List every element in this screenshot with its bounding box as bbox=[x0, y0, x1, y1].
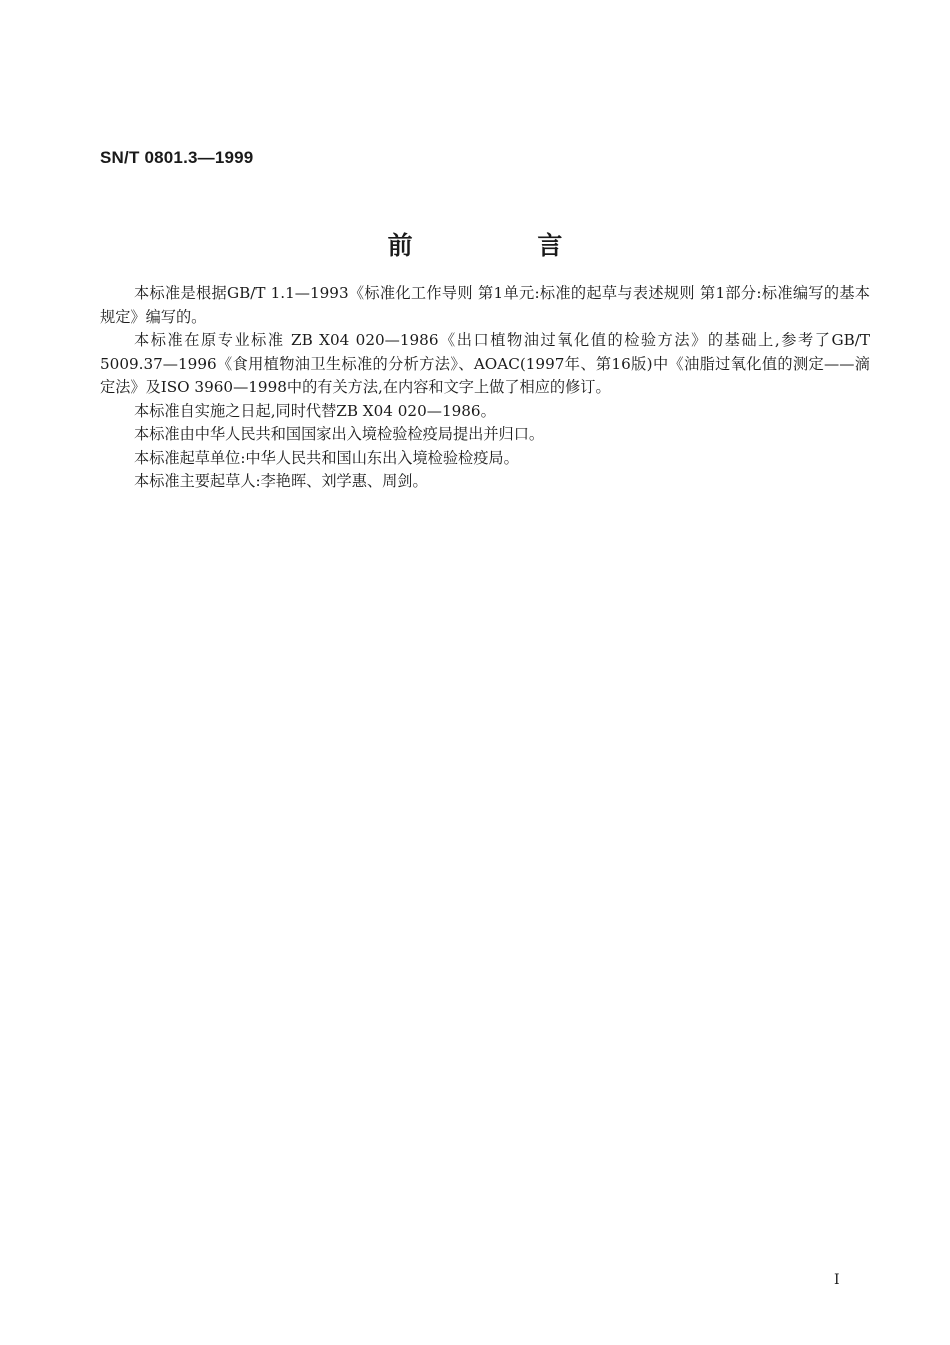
page-number: I bbox=[834, 1272, 840, 1288]
paragraph-basis: 本标准是根据GB/T 1.1—1993《标准化工作导则 第1单元:标准的起草与表述规则 第1部分:标准编写的基本规定》编写的。 bbox=[100, 284, 870, 326]
paragraph-proposer: 本标准由中华人民共和国国家出入境检验检疫局提出并归口。 bbox=[134, 425, 545, 443]
standard-number: SN/T 0801.3—1999 bbox=[100, 148, 254, 167]
paragraph-replacement: 本标准自实施之日起,同时代替ZB X04 020—1986。 bbox=[134, 401, 496, 420]
paragraph-drafters: 本标准主要起草人:李艳晖、刘学惠、周剑。 bbox=[134, 472, 428, 490]
foreword-body bbox=[100, 282, 870, 494]
page-title: 前 言 bbox=[387, 231, 621, 260]
paragraph-drafting-unit: 本标准起草单位:中华人民共和国山东出入境检验检疫局。 bbox=[134, 448, 519, 467]
paragraph-references: 本标准在原专业标准 ZB X04 020—1986《出口植物油过氧化值的检验方法》的基础上,参考了GB/T 5009.37—1996《食用植物油卫生标准的分析方法》、AOAC(1997年、第16版)中《油脂过氧化值的测定——滴定法》及ISO 3960—1998中的有关方法,在内容和文字上做了相应的修订。 bbox=[100, 331, 870, 396]
